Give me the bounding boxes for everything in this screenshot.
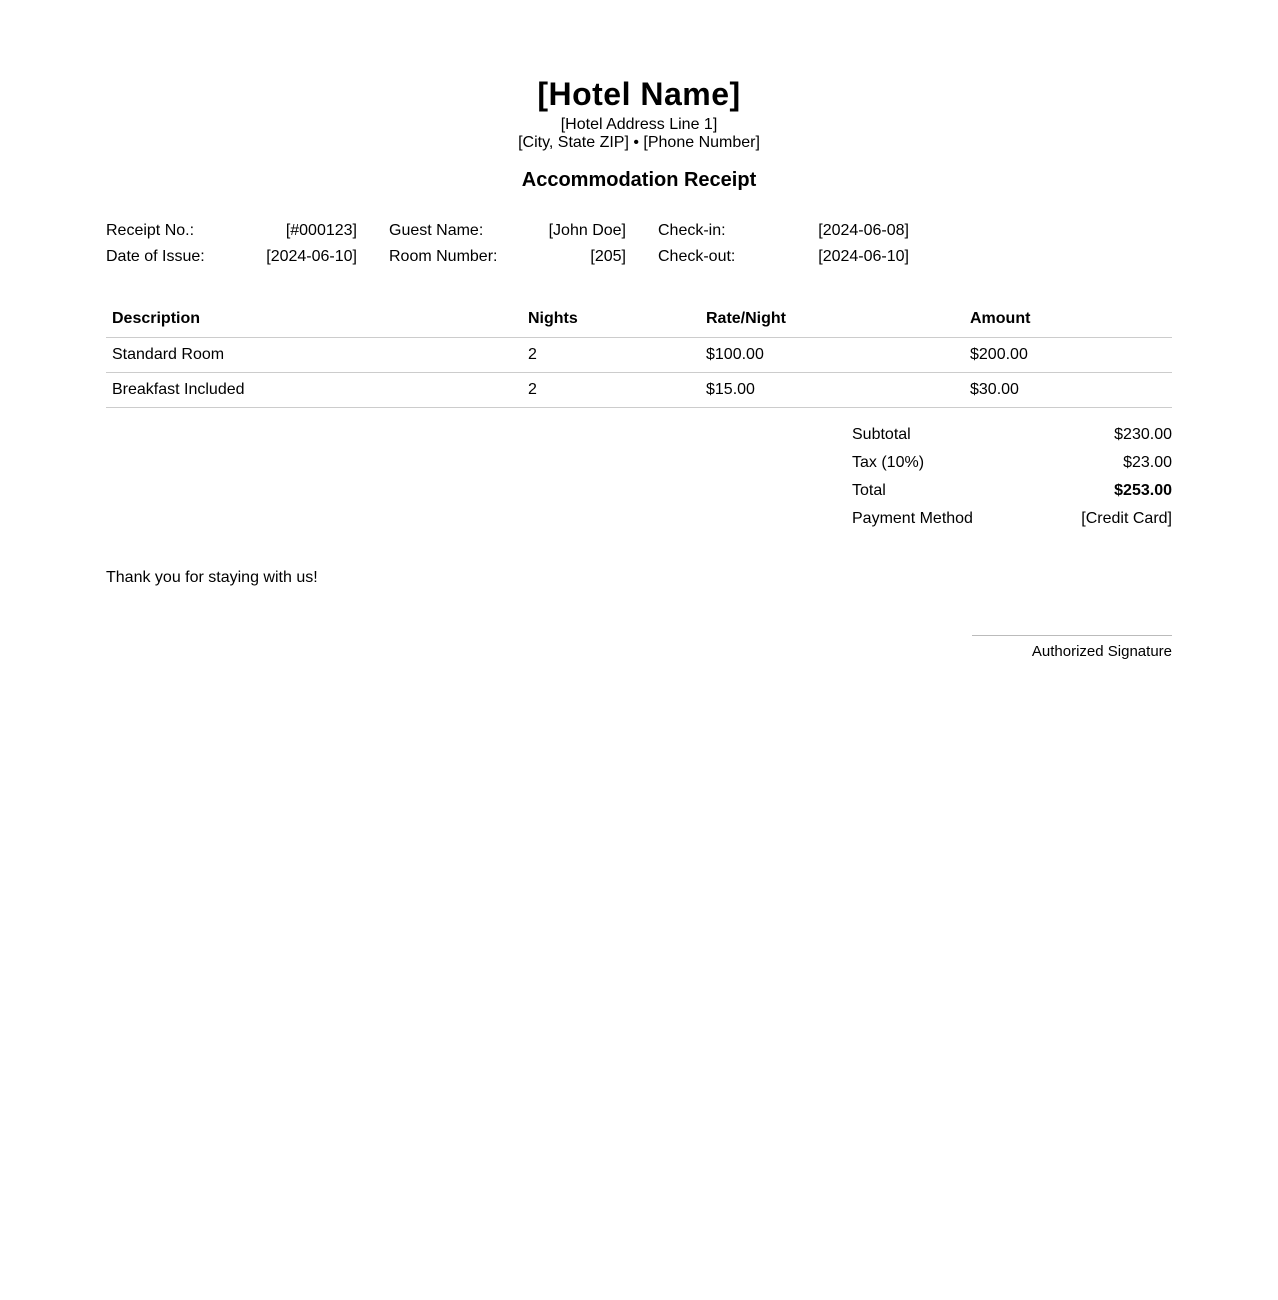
room-number-value: [205] <box>590 248 626 265</box>
cell-amount: $200.00 <box>964 337 1172 372</box>
payment-method-label: Payment Method <box>852 510 973 527</box>
cell-rate: $15.00 <box>700 372 964 407</box>
subtotal-row <box>852 422 1172 450</box>
signature-line <box>972 635 1172 636</box>
hotel-name: [Hotel Name] <box>537 76 741 112</box>
receipt-no-value: [#000123] <box>285 222 357 239</box>
tax-row <box>852 450 1172 478</box>
subtotal-value: $230.00 <box>1114 426 1172 443</box>
guest-name-value: [John Doe] <box>548 222 626 239</box>
hotel-address-line2: [City, State ZIP] • [Phone Number] <box>518 134 760 151</box>
check-in-value: [2024-06-08] <box>818 222 909 239</box>
check-out-value: [2024-06-10] <box>818 248 909 265</box>
cell-nights: 2 <box>522 337 700 372</box>
column-header-rate: Rate/Night <box>700 302 964 337</box>
tax-label: Tax (10%) <box>852 454 925 471</box>
payment-method-row <box>852 506 1172 534</box>
totals-summary <box>852 422 1172 534</box>
payment-method-value: [Credit Card] <box>1081 510 1172 527</box>
table-row <box>106 372 1172 407</box>
column-header-nights: Nights <box>522 302 700 337</box>
total-value: $253.00 <box>1114 482 1172 499</box>
cell-description: Breakfast Included <box>106 372 522 407</box>
date-of-issue-label: Date of Issue: <box>106 248 205 265</box>
items-table <box>106 302 1172 408</box>
total-label: Total <box>852 482 886 499</box>
tax-value: $23.00 <box>1123 454 1172 471</box>
subtotal-label: Subtotal <box>852 426 911 443</box>
thank-you-message: Thank you for staying with us! <box>106 569 318 586</box>
column-header-description: Description <box>106 302 522 337</box>
table-row <box>106 337 1172 372</box>
cell-amount: $30.00 <box>964 372 1172 407</box>
cell-rate: $100.00 <box>700 337 964 372</box>
date-of-issue-value: [2024-06-10] <box>266 248 357 265</box>
check-out-label: Check-out: <box>658 248 736 265</box>
receipt-no-label: Receipt No.: <box>106 222 195 239</box>
cell-description: Standard Room <box>106 337 522 372</box>
info-row <box>106 246 1172 272</box>
receipt-info <box>106 220 1172 272</box>
document-title: Accommodation Receipt <box>521 169 757 191</box>
hotel-address-line1: [Hotel Address Line 1] <box>560 116 718 133</box>
guest-name-label: Guest Name: <box>389 222 484 239</box>
total-row <box>852 478 1172 506</box>
table-header-row <box>106 302 1172 337</box>
room-number-label: Room Number: <box>389 248 498 265</box>
column-header-amount: Amount <box>964 302 1172 337</box>
info-row <box>106 220 1172 246</box>
cell-nights: 2 <box>522 372 700 407</box>
signature-label: Authorized Signature <box>1031 643 1172 660</box>
check-in-label: Check-in: <box>658 222 726 239</box>
